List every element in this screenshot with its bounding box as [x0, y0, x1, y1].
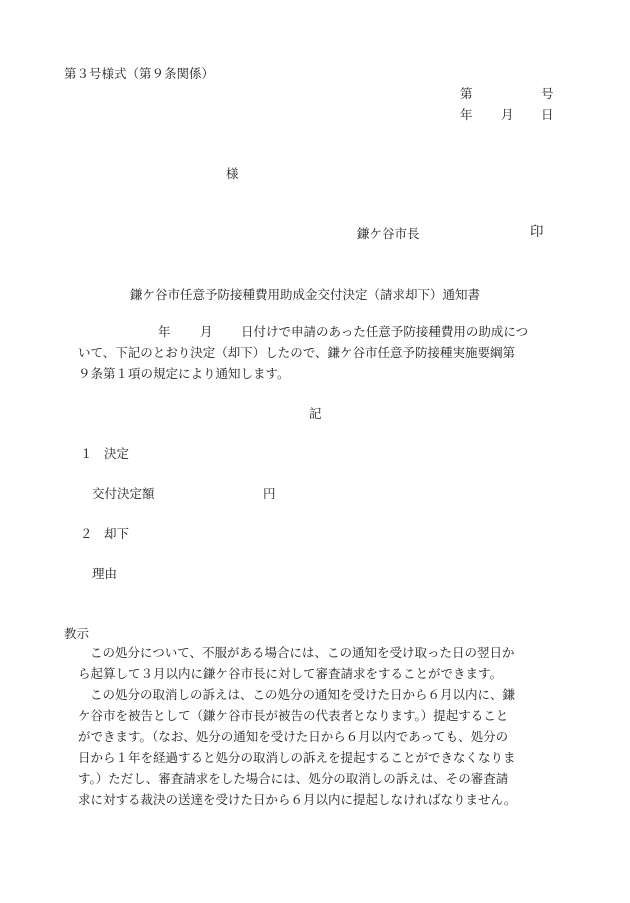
- date-month: 月: [501, 107, 514, 122]
- form-label: 第３号様式（第９条関係）: [64, 66, 215, 81]
- item-1-label: 決定: [104, 446, 130, 461]
- reason-label: 理由: [92, 566, 118, 581]
- kyoji-line: ら起算して３月以内に鎌ケ谷市長に対して審査請求をすることができます。: [78, 666, 503, 681]
- body-line-1: 日付けで申請のあった任意予防接種費用の助成につ: [241, 324, 529, 339]
- kyoji-line: ができます。（なお、処分の通知を受けた日から６月以内であっても、処分の: [78, 729, 509, 744]
- body-line-2: いて、下記のとおり決定（却下）したので、鎌ケ谷市任意予防接種実施要綱第: [78, 345, 516, 360]
- item-2-label: 却下: [104, 526, 130, 541]
- date-day: 日: [541, 107, 554, 122]
- kyoji-line: す。）ただし、審査請求をした場合には、処分の取消しの訴えは、その審査請: [78, 771, 509, 786]
- kyoji-heading: 教示: [64, 626, 90, 641]
- addressee-suffix: 様: [226, 166, 239, 181]
- amount-unit: 円: [263, 486, 276, 501]
- body-year: 年: [158, 324, 171, 339]
- body-line-3: ９条第１項の規定により通知します。: [78, 366, 290, 381]
- kyoji-line: 日から１年を経過すると処分の取消しの訴えを提起することができなくなりま: [78, 750, 516, 765]
- amount-label: 交付決定額: [92, 486, 155, 501]
- date-year: 年: [460, 107, 473, 122]
- item-2-number: ２: [80, 526, 93, 541]
- seal-mark: 印: [530, 224, 544, 240]
- kyoji-line: この処分の取消しの訴えは、この処分の通知を受けた日から６月以内に、鎌: [90, 687, 516, 702]
- kyoji-line: この処分について、不服がある場合には、この通知を受け取った日の翌日か: [90, 645, 515, 660]
- item-1-number: １: [80, 446, 93, 461]
- document-number-prefix: 第: [460, 86, 473, 101]
- kyoji-line: 求に対する裁決の送達を受けた日から６月以内に提起しなければなりません。: [78, 792, 517, 807]
- document-number-suffix: 号: [541, 86, 554, 101]
- ki-heading: 記: [309, 406, 322, 421]
- kyoji-line: ケ谷市を被告として（鎌ケ谷市長が被告の代表者となります。）提起すること: [78, 708, 509, 723]
- body-month: 月: [200, 324, 213, 339]
- issuer-name: 鎌ケ谷市長: [357, 226, 420, 241]
- document-title: 鎌ケ谷市任意予防接種費用助成金交付決定（請求却下）通知書: [130, 287, 481, 302]
